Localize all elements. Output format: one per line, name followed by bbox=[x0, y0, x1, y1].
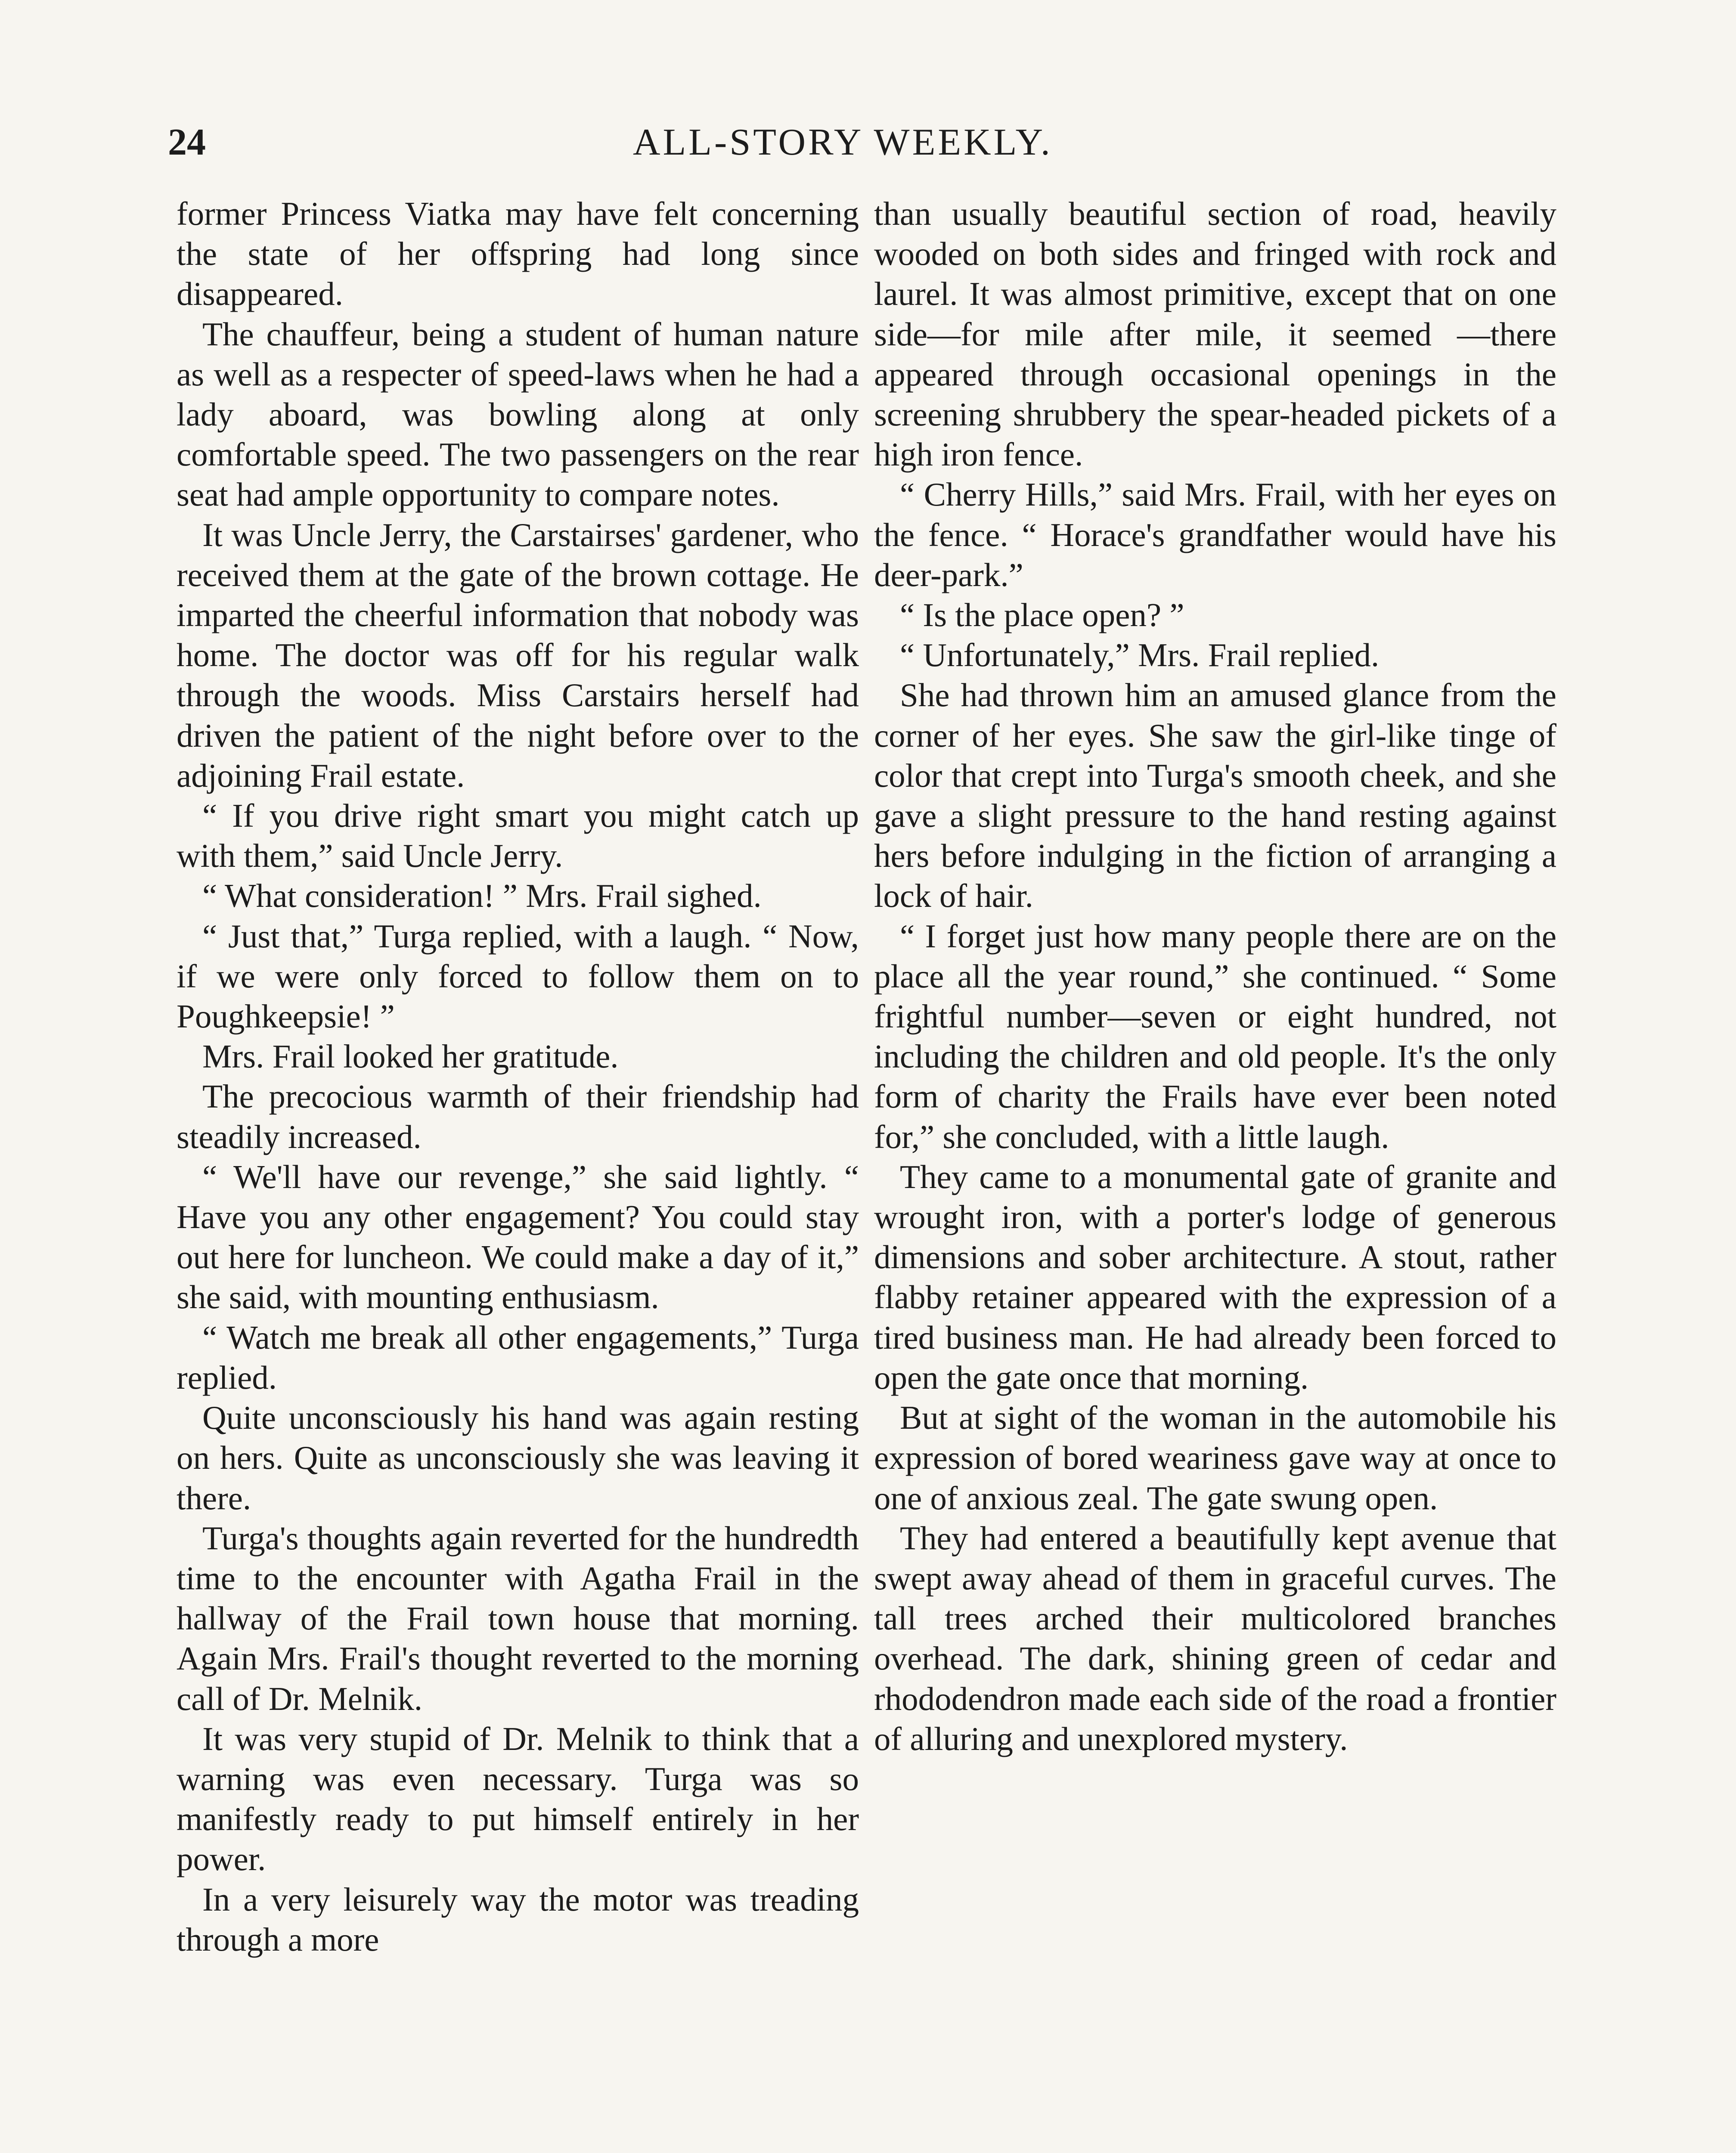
paragraph: “ Just that,” Turga replied, with a laugh. “ Now, if we were only forced to follow them on to Poughkeepsie! ” bbox=[177, 917, 859, 1035]
page-header bbox=[0, 116, 1736, 177]
left-column bbox=[177, 194, 859, 1960]
paragraph: former Princess Viatka may have felt concerning the state of her offspring had long since disappeared. bbox=[177, 195, 859, 313]
paragraph: In a very leisurely way the motor was treading through a more bbox=[177, 1880, 859, 1958]
paragraph: “ Unfortunately,” Mrs. Frail replied. bbox=[900, 636, 1380, 674]
paragraph: It was Uncle Jerry, the Carstairses' gardener, who received them at the gate of the brown cottage. He imparted the cheerful information that nobody was home. The doctor was off for his regular walk through the woods. Miss Carstairs herself had driven the patient of the night before over to the adjoining Frail estate. bbox=[177, 516, 859, 794]
page-number: 24 bbox=[168, 121, 206, 163]
magazine-title: ALL-STORY WEEKLY. bbox=[633, 121, 1053, 163]
paragraph: “ Watch me break all other engagements,” Turga replied. bbox=[177, 1318, 859, 1396]
paragraph: “ What consideration! ” Mrs. Frail sighed. bbox=[202, 877, 762, 915]
paragraph: Turga's thoughts again reverted for the hundredth time to the encounter with Agatha Frail in the hallway of the Frail town house that morning. Again Mrs. Frail's thought reverted to the morning call of Dr. Melnik. bbox=[177, 1519, 859, 1717]
paragraph: “ We'll have our revenge,” she said lightly. “ Have you any other engagement? You could stay out here for luncheon. We could make a day of it,” she said, with mounting enthusiasm. bbox=[177, 1158, 859, 1316]
paragraph: “ Cherry Hills,” said Mrs. Frail, with her eyes on the fence. “ Horace's grandfather would have his deer-park.” bbox=[874, 476, 1556, 593]
paragraph: It was very stupid of Dr. Melnik to think that a warning was even necessary. Turga was so manifestly ready to put himself entirely in her power. bbox=[177, 1720, 859, 1878]
paragraph: “ If you drive right smart you might catch up with them,” said Uncle Jerry. bbox=[177, 797, 859, 875]
paragraph: Mrs. Frail looked her gratitude. bbox=[202, 1038, 619, 1075]
right-column bbox=[874, 194, 1556, 1759]
paragraph: She had thrown him an amused glance from the corner of her eyes. She saw the girl-like tinge of color that crept into Turga's smooth cheek, and she gave a slight pressure to the hand resting against hers before indulging in the fiction of arranging a lock of hair. bbox=[874, 676, 1556, 915]
paragraph: “ I forget just how many people there are on the place all the year round,” she continued. “ Some frightful number—seven or eight hundred, not including the children and old people. It's the only form of charity the Frails have ever been noted for,” she concluded, with a little laugh. bbox=[874, 917, 1556, 1155]
paragraph: “ Is the place open? ” bbox=[900, 596, 1184, 634]
paragraph: But at sight of the woman in the automobile his expression of bored weariness gave way at once to one of anxious zeal. The gate swung open. bbox=[874, 1399, 1556, 1517]
paragraph: than usually beautiful section of road, heavily wooded on both sides and fringed with rock and laurel. It was almost primitive, except that on one side—for mile after mile, it seemed —there appeared through occasional openings in the screening shrubbery the spear-headed pickets of a high iron fence. bbox=[874, 195, 1556, 473]
paragraph: Quite unconsciously his hand was again resting on hers. Quite as unconsciously she was leaving it there. bbox=[177, 1399, 859, 1517]
paragraph: The chauffeur, being a student of human nature as well as a respecter of speed-laws when he had a lady aboard, was bowling along at only comfortable speed. The two passengers on the rear seat had ample opportunity to compare notes. bbox=[177, 315, 859, 513]
paragraph: They came to a monumental gate of granite and wrought iron, with a porter's lodge of generous dimensions and sober architecture. A stout, rather flabby retainer appeared with the expression of a tired business man. He had already been forced to open the gate once that morning. bbox=[874, 1158, 1556, 1396]
paragraph: They had entered a beautifully kept avenue that swept away ahead of them in graceful curves. The tall trees arched their multicolored branches overhead. The dark, shining green of cedar and rhododendron made each side of the road a frontier of alluring and unexplored mystery. bbox=[874, 1519, 1556, 1757]
paragraph: The precocious warmth of their friendship had steadily increased. bbox=[177, 1078, 859, 1155]
